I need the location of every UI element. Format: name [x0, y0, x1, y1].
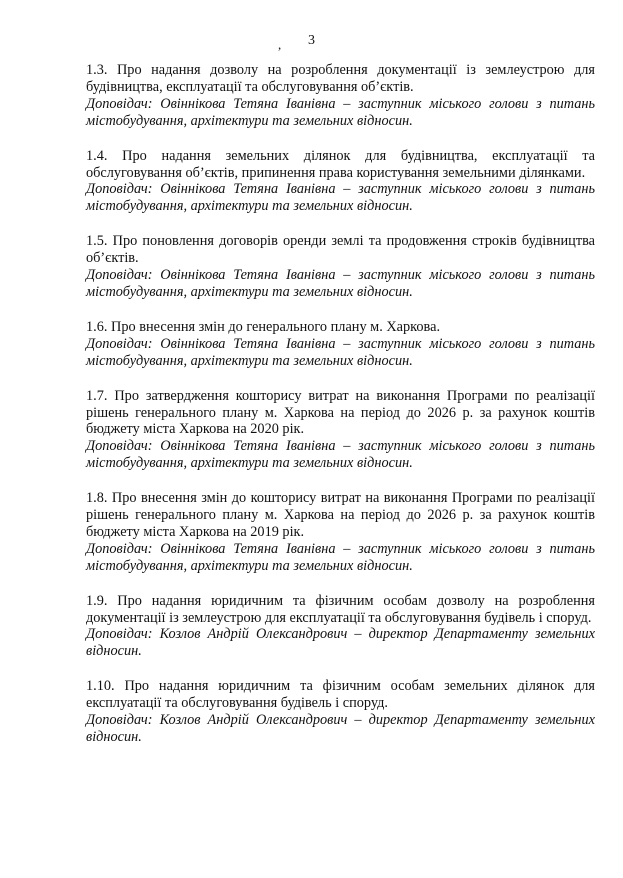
agenda-item-speaker: Доповідач: Козлов Андрій Олександрович – директор Департаменту земельних відносин.: [86, 712, 595, 745]
agenda-item-number: 1.9.: [86, 592, 108, 609]
agenda-list: [86, 62, 595, 764]
agenda-item-number: 1.5.: [86, 233, 108, 250]
agenda-item-text: [86, 388, 595, 439]
agenda-item-speaker: Доповідач: Овіннікова Тетяна Іванівна – заступник міського голови з питань містобудування, архітектури та земельних відносин.: [86, 181, 595, 215]
agenda-item-speaker: Доповідач: Овіннікова Тетяна Іванівна – заступник міського голови з питань містобудування, архітектури та земельних відносин.: [86, 438, 595, 472]
agenda-item-text: [86, 62, 595, 96]
agenda-item: [86, 233, 595, 301]
agenda-item-text: [86, 148, 595, 182]
agenda-item-number: 1.4.: [86, 147, 108, 164]
agenda-item: [86, 388, 595, 473]
agenda-item-title: Про затвердження кошторису витрат на виконання Програми по реалізації рішень генерального плану м. Харкова на період до 2026 р. за рахунок коштів бюджету міста Харкова на 2020 рік.: [86, 387, 596, 438]
agenda-item-speaker: Доповідач: Овіннікова Тетяна Іванівна – заступник міського голови з питань містобудування, архітектури та земельних відносин.: [86, 335, 595, 369]
agenda-item-title: Про надання земельних ділянок для будівництва, експлуатації та обслуговування об’єктів, припинення права користування земельними ділянками.: [86, 147, 595, 181]
agenda-item-title: Про поновлення договорів оренди землі та продовження строків будівництва об’єктів.: [86, 233, 595, 267]
agenda-item-title: Про надання юридичним та фізичним особам дозволу на розроблення документації із землеустрою для експлуатації та обслуговування будівель і споруд.: [86, 592, 595, 626]
stray-mark: ,: [278, 37, 282, 52]
agenda-item-text: [86, 319, 595, 336]
agenda-item-title: Про внесення змін до кошторису витрат на виконання Програми по реалізації рішень генерального плану м. Харкова на період до 2026 р. за рахунок коштів бюджету міста Харкова на 2019 рік.: [86, 490, 596, 540]
agenda-item: [86, 678, 595, 746]
agenda-item-text: [86, 593, 595, 627]
agenda-item-number: 1.3.: [86, 62, 108, 78]
agenda-item-text: [86, 490, 595, 541]
agenda-item-title: Про надання юридичним та фізичним особам земельних ділянок для експлуатації та обслуговування будівель і споруд.: [86, 678, 596, 712]
agenda-item-title: Про внесення змін до генерального плану м. Харкова.: [111, 318, 441, 335]
agenda-item-text: [86, 233, 595, 267]
agenda-item: [86, 319, 595, 370]
agenda-item-speaker: Доповідач: Овіннікова Тетяна Іванівна – заступник міського голови з питань містобудування, архітектури та земельних відносин.: [86, 95, 595, 129]
agenda-item-speaker: Доповідач: Овіннікова Тетяна Іванівна – заступник міського голови з питань містобудування, архітектури та земельних відносин.: [86, 267, 595, 300]
agenda-item-number: 1.6.: [86, 318, 108, 335]
agenda-item-number: 1.7.: [86, 387, 108, 404]
agenda-item: [86, 490, 595, 575]
agenda-item-speaker: Доповідач: Козлов Андрій Олександрович – директор Департаменту земельних відносин.: [86, 626, 595, 660]
agenda-item: [86, 593, 595, 661]
page-number: 3: [308, 33, 315, 48]
agenda-item-number: 1.8.: [86, 490, 108, 507]
agenda-item: [86, 148, 595, 216]
agenda-item-speaker: Доповідач: Овіннікова Тетяна Іванівна – заступник міського голови з питань містобудування, архітектури та земельних відносин.: [86, 540, 595, 574]
agenda-item-number: 1.10.: [86, 678, 115, 695]
agenda-item-title: Про надання дозволу на розроблення документації із землеустрою для будівництва, експлуатації та обслуговування об’єктів.: [86, 62, 595, 95]
agenda-item: [86, 62, 595, 130]
agenda-item-text: [86, 678, 595, 712]
